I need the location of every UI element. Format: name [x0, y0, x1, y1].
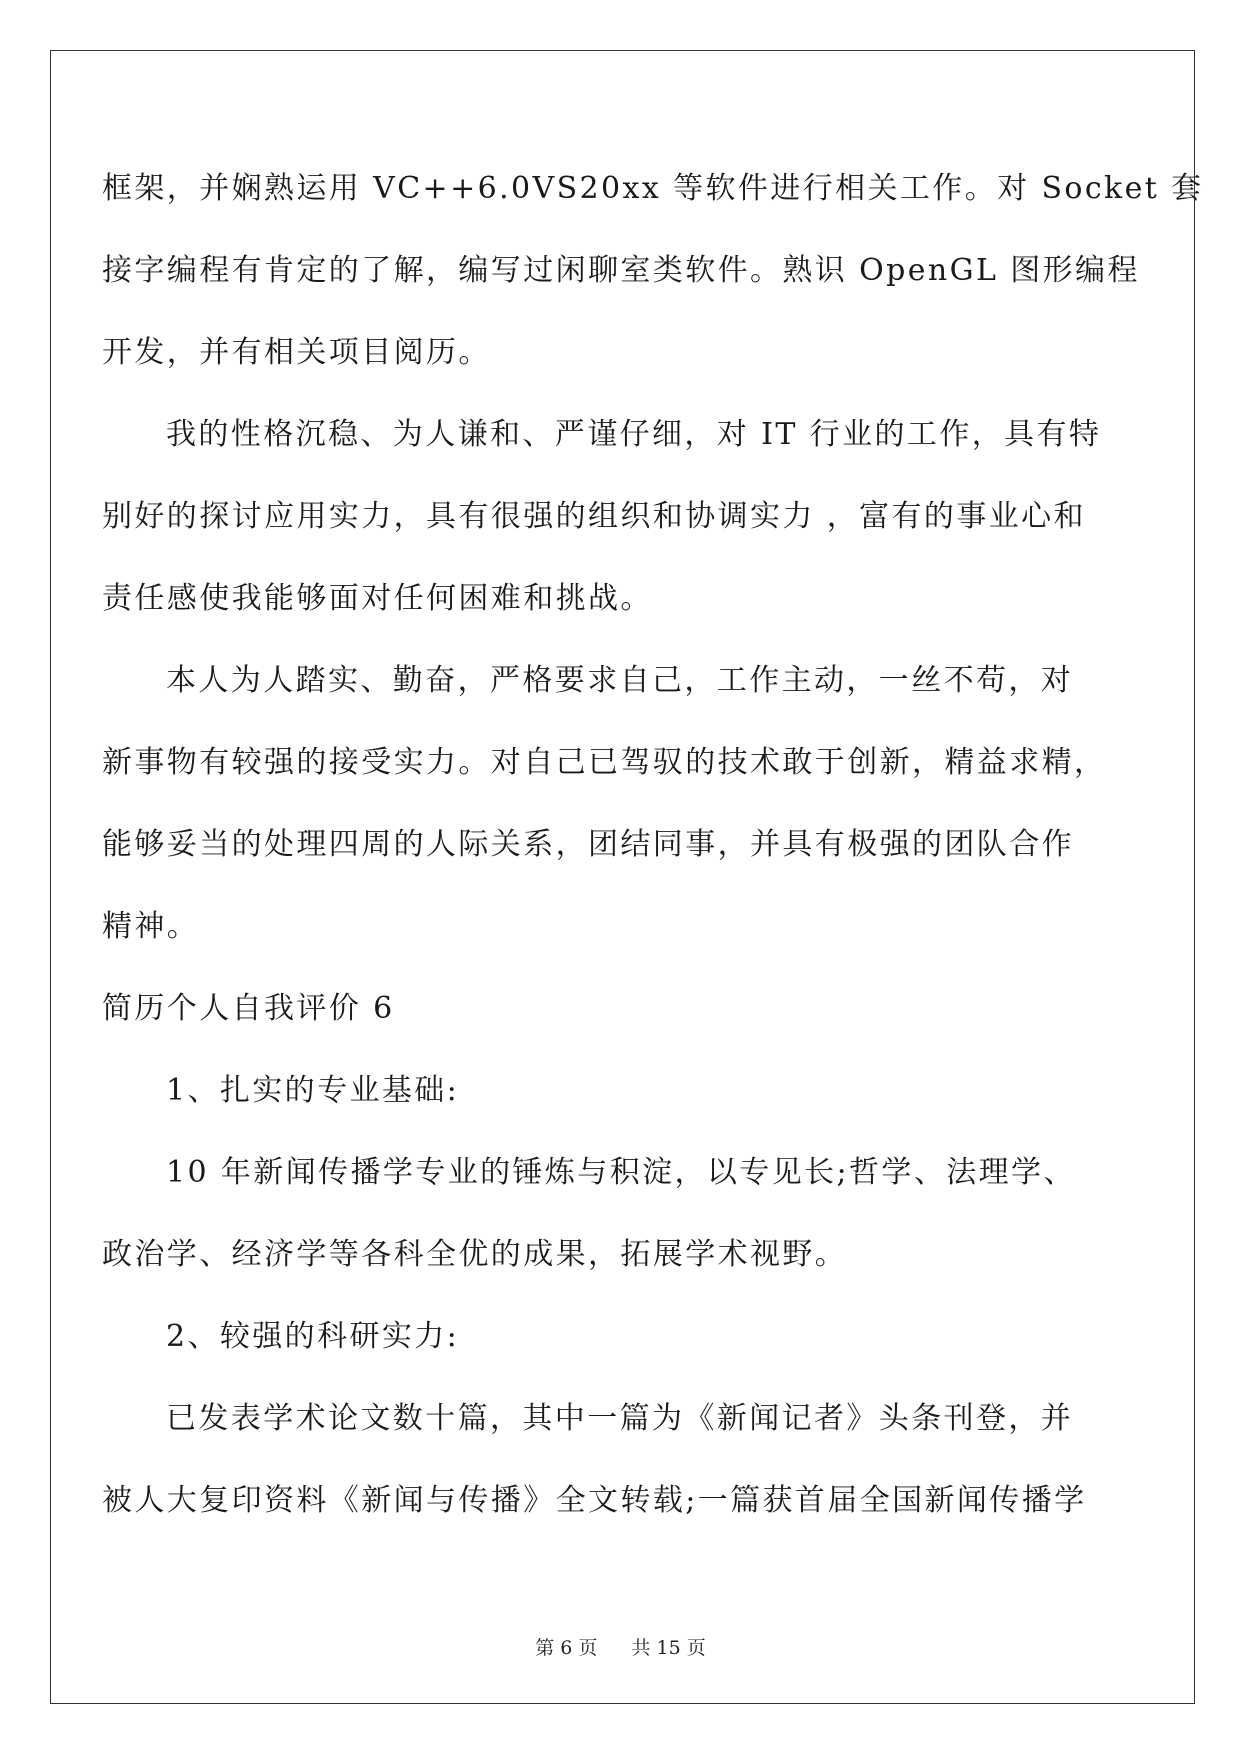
text-line: 责任感使我能够面对任何困难和挑战。 [102, 581, 653, 616]
page-footer [0, 1633, 1241, 1660]
paragraph-start-line: 已发表学术论文数十篇，其中一篇为《新闻记者》头条刊登，并 [166, 1401, 1074, 1436]
paragraph-start-line: 本人为人踏实、勤奋，严格要求自己，工作主动，一丝不苟，对 [166, 663, 1074, 698]
section-heading: 简历个人自我评价 6 [102, 991, 395, 1026]
page-number: 第 6 页 [535, 1637, 598, 1659]
paragraph-start-line: 我的性格沉稳、为人谦和、严谨仔细，对 IT 行业的工作，具有特 [166, 417, 1102, 452]
text-line: 别好的探讨应用实力，具有很强的组织和协调实力 ，富有的事业心和 [102, 499, 1086, 534]
text-line: 被人大复印资料《新闻与传播》全文转载;一篇获首届全国新闻传播学 [102, 1483, 1087, 1518]
page-border [50, 50, 1195, 1704]
text-line: 框架，并娴熟运用 VC++6.0VS20xx 等软件进行相关工作。对 Socket 套 [102, 171, 1204, 206]
text-line: 接字编程有肯定的了解，编写过闲聊室类软件。熟识 OpenGL 图形编程 [102, 253, 1140, 288]
list-heading: 1、扎实的专业基础: [166, 1073, 460, 1108]
text-line: 能够妥当的处理四周的人际关系，团结同事，并具有极强的团队合作 [102, 827, 1074, 862]
text-line: 政治学、经济学等各科全优的成果，拓展学术视野。 [102, 1237, 848, 1272]
text-line: 精神。 [102, 909, 200, 944]
page-total: 共 15 页 [631, 1637, 706, 1659]
text-line: 新事物有较强的接受实力。对自己已驾驭的技术敢于创新，精益求精， [102, 745, 1107, 780]
paragraph-start-line: 10 年新闻传播学专业的锤炼与积淀，以专见长;哲学、法理学、 [166, 1155, 1076, 1190]
text-line: 开发，并有相关项目阅历。 [102, 335, 491, 370]
list-heading: 2、较强的科研实力: [166, 1319, 460, 1354]
